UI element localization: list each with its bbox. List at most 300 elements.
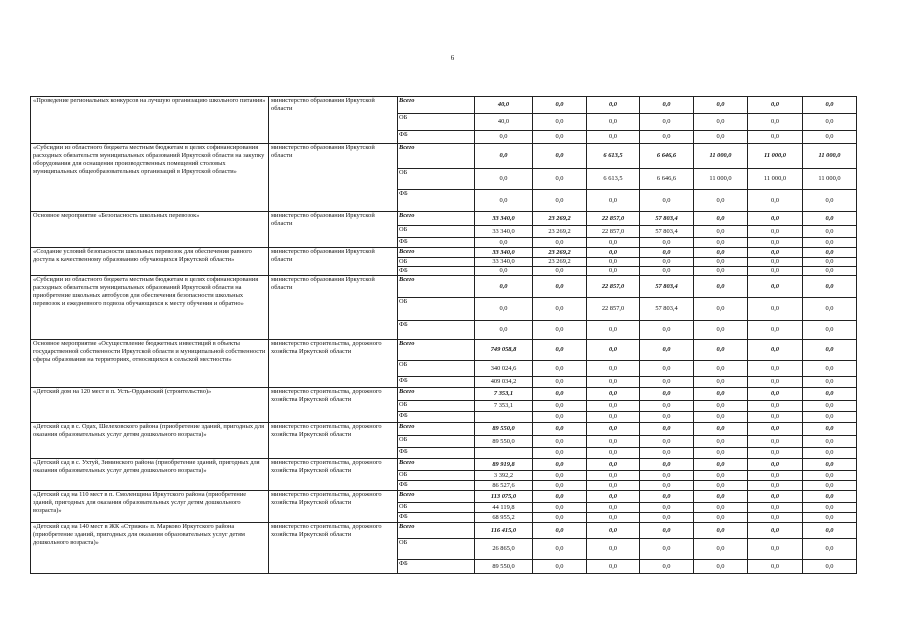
funding-source: Всего	[398, 491, 475, 503]
amount-cell: 0,0	[694, 114, 748, 131]
funding-source: Всего	[398, 423, 475, 436]
amount-cell: 0,0	[587, 491, 640, 503]
amount-cell: 0,0	[587, 340, 640, 361]
amount-cell: 0,0	[803, 471, 857, 481]
amount-cell: 0,0	[803, 423, 857, 436]
amount-cell: 0,0	[748, 481, 803, 491]
funding-source: Всего	[398, 459, 475, 471]
amount-cell: 0,0	[640, 238, 694, 248]
amount-cell: 0,0	[587, 388, 640, 401]
amount-cell: 0,0	[533, 114, 587, 131]
amount-cell: 0,0	[803, 481, 857, 491]
amount-cell: 0,0	[694, 560, 748, 574]
amount-cell: 0,0	[803, 258, 857, 267]
measure-description: «Детский сад на 110 мест в п. Смоленщина Иркутского района (приобретение зданий, пригодных для оказания образовательных услуг детям дошкольного возраста)»	[31, 491, 269, 523]
amount-cell: 7 353,1	[475, 401, 533, 412]
amount-cell: 0,0	[748, 560, 803, 574]
amount-cell: 0,0	[533, 459, 587, 471]
measure-description: «Детский сад в с. Одах, Шелеховского района (приобретение зданий, пригодных для оказания образовательных услуг детям дошкольного возраста)»	[31, 423, 269, 459]
amount-cell: 33 340,0	[475, 258, 533, 267]
amount-cell: 0,0	[748, 436, 803, 448]
amount-cell: 0,0	[640, 321, 694, 340]
amount-cell: 0,0	[533, 539, 587, 560]
amount-cell: 0,0	[803, 276, 857, 298]
amount-cell: 44 119,8	[475, 503, 533, 513]
table-row	[31, 144, 857, 169]
amount-cell: 0,0	[748, 321, 803, 340]
amount-cell: 0,0	[533, 97, 587, 114]
amount-cell: 0,0	[803, 361, 857, 377]
amount-cell: 0,0	[533, 361, 587, 377]
amount-cell: 0,0	[748, 523, 803, 539]
amount-cell: 6 646,6	[640, 144, 694, 169]
amount-cell: 0,0	[587, 258, 640, 267]
amount-cell: 0,0	[748, 361, 803, 377]
amount-cell: 0,0	[640, 377, 694, 388]
funding-source: ФБ	[398, 321, 475, 340]
amount-cell: 0,0	[475, 321, 533, 340]
amount-cell: 89 550,0	[475, 560, 533, 574]
amount-cell: 0,0	[748, 459, 803, 471]
amount-cell: 0,0	[748, 377, 803, 388]
amount-cell: 0,0	[640, 560, 694, 574]
amount-cell: 0,0	[748, 267, 803, 276]
funding-source: Всего	[398, 97, 475, 114]
table-row	[31, 523, 857, 539]
responsible-executor: министерство образования Иркутской области	[269, 276, 398, 340]
amount-cell: 0,0	[803, 539, 857, 560]
amount-cell: 11 000,0	[694, 169, 748, 190]
amount-cell: 0,0	[803, 412, 857, 423]
amount-cell: 0,0	[694, 412, 748, 423]
amount-cell: 0,0	[803, 513, 857, 523]
amount-cell: 0,0	[748, 212, 803, 226]
funding-source: ОБ	[398, 503, 475, 513]
amount-cell: 40,0	[475, 97, 533, 114]
amount-cell: 0,0	[587, 238, 640, 248]
amount-cell: 0,0	[694, 226, 748, 238]
amount-cell: 0,0	[533, 523, 587, 539]
amount-cell: 0,0	[640, 97, 694, 114]
amount-cell: 0,0	[533, 448, 587, 459]
responsible-executor: министерство строительства, дорожного хозяйства Иркутской области	[269, 459, 398, 491]
amount-cell: 0,0	[475, 169, 533, 190]
amount-cell: 0,0	[533, 471, 587, 481]
amount-cell: 0,0	[694, 131, 748, 144]
table-row	[31, 388, 857, 401]
funding-source: ФБ	[398, 131, 475, 144]
amount-cell: 0,0	[533, 238, 587, 248]
measure-description: «Субсидии из областного бюджета местным бюджетам в целях софинансирования расходных обязательств муниципальных образований Иркутской области на закупку оборудования для оснащения производственных помещений столовых муниципальных общеобразовательных организаций в Иркутской области»	[31, 144, 269, 212]
amount-cell: 0,0	[640, 267, 694, 276]
amount-cell: 0,0	[803, 298, 857, 321]
amount-cell: 11 000,0	[694, 144, 748, 169]
funding-source: Всего	[398, 276, 475, 298]
amount-cell: 0,0	[748, 248, 803, 258]
funding-source: ФБ	[398, 412, 475, 423]
amount-cell: 0,0	[533, 321, 587, 340]
amount-cell: 0,0	[748, 97, 803, 114]
amount-cell: 22 857,0	[587, 276, 640, 298]
amount-cell: 0,0	[694, 459, 748, 471]
amount-cell: 0,0	[694, 513, 748, 523]
amount-cell: 0,0	[803, 131, 857, 144]
amount-cell: 0,0	[640, 248, 694, 258]
funding-source: ОБ	[398, 114, 475, 131]
amount-cell: 0,0	[640, 131, 694, 144]
amount-cell: 0,0	[587, 481, 640, 491]
responsible-executor: министерство строительства, дорожного хозяйства Иркутской области	[269, 491, 398, 523]
amount-cell: 0,0	[533, 401, 587, 412]
amount-cell: 0,0	[587, 114, 640, 131]
amount-cell: 0,0	[803, 523, 857, 539]
amount-cell: 0,0	[587, 523, 640, 539]
amount-cell: 0,0	[748, 340, 803, 361]
amount-cell: 0,0	[533, 560, 587, 574]
responsible-executor: министерство строительства, дорожного хозяйства Иркутской области	[269, 388, 398, 423]
amount-cell: 0,0	[640, 491, 694, 503]
amount-cell: 0,0	[587, 539, 640, 560]
amount-cell: 26 865,0	[475, 539, 533, 560]
amount-cell: 0,0	[803, 503, 857, 513]
amount-cell: 0,0	[640, 503, 694, 513]
funding-source: Всего	[398, 248, 475, 258]
amount-cell: 0,0	[587, 267, 640, 276]
amount-cell: 0,0	[640, 258, 694, 267]
amount-cell: 89 919,8	[475, 459, 533, 471]
amount-cell: 0,0	[475, 276, 533, 298]
responsible-executor: министерство строительства, дорожного хозяйства Иркутской области	[269, 423, 398, 459]
amount-cell: 0,0	[533, 377, 587, 388]
amount-cell: 0,0	[533, 423, 587, 436]
amount-cell: 0,0	[748, 471, 803, 481]
amount-cell: 0,0	[640, 523, 694, 539]
amount-cell: 22 857,0	[587, 298, 640, 321]
amount-cell: 0,0	[475, 144, 533, 169]
amount-cell: 11 000,0	[803, 169, 857, 190]
funding-source: Всего	[398, 144, 475, 169]
funding-source: ОБ	[398, 401, 475, 412]
amount-cell: 0,0	[587, 361, 640, 377]
amount-cell: 57 803,4	[640, 212, 694, 226]
amount-cell: 0,0	[694, 423, 748, 436]
table-row	[31, 276, 857, 298]
table-row	[31, 340, 857, 361]
amount-cell: 11 000,0	[748, 169, 803, 190]
amount-cell: 340 024,6	[475, 361, 533, 377]
amount-cell: 0,0	[748, 114, 803, 131]
responsible-executor: министерство строительства, дорожного хозяйства Иркутской области	[269, 523, 398, 574]
amount-cell: 116 415,0	[475, 523, 533, 539]
amount-cell: 0,0	[803, 267, 857, 276]
amount-cell: 0,0	[748, 258, 803, 267]
funding-source: ФБ	[398, 377, 475, 388]
amount-cell: 0,0	[587, 503, 640, 513]
amount-cell: 0,0	[694, 448, 748, 459]
amount-cell: 0,0	[803, 377, 857, 388]
amount-cell: 33 340,0	[475, 212, 533, 226]
amount-cell: 0,0	[640, 361, 694, 377]
amount-cell: 0,0	[533, 169, 587, 190]
amount-cell: 409 034,2	[475, 377, 533, 388]
funding-source: ФБ	[398, 513, 475, 523]
amount-cell	[475, 412, 533, 423]
responsible-executor: министерство образования Иркутской области	[269, 212, 398, 248]
amount-cell: 0,0	[694, 238, 748, 248]
amount-cell: 0,0	[748, 298, 803, 321]
amount-cell: 33 340,0	[475, 248, 533, 258]
amount-cell: 23 269,2	[533, 248, 587, 258]
amount-cell: 0,0	[587, 423, 640, 436]
amount-cell: 23 269,2	[533, 212, 587, 226]
amount-cell: 0,0	[748, 423, 803, 436]
amount-cell: 0,0	[533, 340, 587, 361]
amount-cell: 113 075,0	[475, 491, 533, 503]
amount-cell: 68 955,2	[475, 513, 533, 523]
funding-source: Всего	[398, 212, 475, 226]
amount-cell: 0,0	[640, 448, 694, 459]
amount-cell: 0,0	[803, 388, 857, 401]
amount-cell: 0,0	[587, 436, 640, 448]
responsible-executor: министерство образования Иркутской области	[269, 97, 398, 144]
funding-source: ОБ	[398, 471, 475, 481]
amount-cell: 0,0	[694, 340, 748, 361]
amount-cell: 0,0	[748, 226, 803, 238]
amount-cell: 0,0	[748, 238, 803, 248]
amount-cell: 0,0	[533, 481, 587, 491]
amount-cell: 0,0	[748, 448, 803, 459]
amount-cell: 0,0	[694, 471, 748, 481]
amount-cell: 23 269,2	[533, 226, 587, 238]
amount-cell: 89 550,0	[475, 436, 533, 448]
amount-cell: 0,0	[640, 513, 694, 523]
amount-cell: 0,0	[694, 401, 748, 412]
table-row	[31, 212, 857, 226]
amount-cell: 0,0	[587, 321, 640, 340]
amount-cell: 0,0	[533, 144, 587, 169]
amount-cell: 11 000,0	[803, 144, 857, 169]
amount-cell: 0,0	[640, 436, 694, 448]
funding-table	[30, 96, 857, 574]
amount-cell: 0,0	[694, 248, 748, 258]
amount-cell: 0,0	[748, 503, 803, 513]
measure-description: «Детский сад на 140 мест в ЖК «Стрижи» п. Марково Иркутского района (приобретение зданий, пригодных для оказания образовательных услуг детям дошкольного возраста)»	[31, 523, 269, 574]
amount-cell: 0,0	[587, 448, 640, 459]
amount-cell: 22 857,0	[587, 226, 640, 238]
amount-cell: 0,0	[694, 212, 748, 226]
amount-cell: 0,0	[533, 513, 587, 523]
amount-cell: 0,0	[533, 412, 587, 423]
responsible-executor: министерство образования Иркутской области	[269, 144, 398, 212]
table-row	[31, 423, 857, 436]
amount-cell: 40,0	[475, 114, 533, 131]
funding-source: ОБ	[398, 436, 475, 448]
amount-cell: 0,0	[694, 258, 748, 267]
amount-cell: 0,0	[640, 459, 694, 471]
amount-cell: 0,0	[640, 340, 694, 361]
funding-source: ФБ	[398, 560, 475, 574]
table-row	[31, 459, 857, 471]
amount-cell: 6 646,6	[640, 169, 694, 190]
amount-cell: 0,0	[803, 459, 857, 471]
amount-cell: 0,0	[803, 190, 857, 212]
amount-cell: 0,0	[533, 267, 587, 276]
amount-cell: 0,0	[587, 131, 640, 144]
amount-cell: 0,0	[803, 114, 857, 131]
measure-description: «Создание условий безопасности школьных перевозок для обеспечения равного доступа к качественному образованию обучающихся Иркутской области»	[31, 248, 269, 276]
amount-cell: 0,0	[640, 539, 694, 560]
responsible-executor: министерство строительства, дорожного хозяйства Иркутской области	[269, 340, 398, 388]
amount-cell: 0,0	[748, 412, 803, 423]
amount-cell: 749 058,8	[475, 340, 533, 361]
table-row	[31, 97, 857, 114]
measure-description: «Субсидии из областного бюджета местным бюджетам в целях софинансирования расходных обязательств муниципальных образований Иркутской области на приобретение школьных автобусов для обеспечения безопасности школьных перевозок и ежедневного подвоза обучающихся к месту обучения и обратно»	[31, 276, 269, 340]
amount-cell: 0,0	[587, 190, 640, 212]
amount-cell: 0,0	[475, 131, 533, 144]
amount-cell: 0,0	[694, 539, 748, 560]
responsible-executor: министерство образования Иркутской области	[269, 248, 398, 276]
amount-cell: 6 613,5	[587, 144, 640, 169]
amount-cell: 0,0	[587, 412, 640, 423]
amount-cell: 0,0	[533, 298, 587, 321]
amount-cell: 6 613,5	[587, 169, 640, 190]
amount-cell: 0,0	[803, 226, 857, 238]
amount-cell: 11 000,0	[748, 144, 803, 169]
funding-source: ОБ	[398, 169, 475, 190]
amount-cell: 89 550,0	[475, 423, 533, 436]
amount-cell: 0,0	[587, 560, 640, 574]
funding-source: Всего	[398, 523, 475, 539]
amount-cell: 0,0	[533, 436, 587, 448]
amount-cell: 0,0	[640, 388, 694, 401]
amount-cell: 0,0	[533, 131, 587, 144]
amount-cell: 0,0	[694, 491, 748, 503]
amount-cell: 0,0	[748, 190, 803, 212]
measure-description: Основное мероприятие «Безопасность школьных перевозок»	[31, 212, 269, 248]
amount-cell: 0,0	[694, 97, 748, 114]
page-number: 6	[450, 54, 455, 62]
amount-cell: 0,0	[640, 481, 694, 491]
amount-cell: 57 803,4	[640, 298, 694, 321]
funding-source: ОБ	[398, 226, 475, 238]
amount-cell: 0,0	[694, 481, 748, 491]
amount-cell: 0,0	[694, 503, 748, 513]
amount-cell: 7 353,1	[475, 388, 533, 401]
amount-cell: 0,0	[640, 190, 694, 212]
amount-cell: 0,0	[533, 503, 587, 513]
amount-cell: 0,0	[475, 298, 533, 321]
amount-cell: 0,0	[694, 361, 748, 377]
amount-cell: 22 857,0	[587, 212, 640, 226]
amount-cell: 0,0	[748, 401, 803, 412]
amount-cell: 23 269,2	[533, 258, 587, 267]
funding-source: ФБ	[398, 267, 475, 276]
table-row	[31, 248, 857, 258]
amount-cell: 0,0	[694, 523, 748, 539]
amount-cell: 0,0	[803, 448, 857, 459]
amount-cell: 86 527,6	[475, 481, 533, 491]
funding-source: ОБ	[398, 258, 475, 267]
amount-cell	[475, 448, 533, 459]
amount-cell: 0,0	[587, 471, 640, 481]
amount-cell: 0,0	[803, 97, 857, 114]
amount-cell: 0,0	[803, 560, 857, 574]
amount-cell: 0,0	[587, 377, 640, 388]
amount-cell: 0,0	[587, 97, 640, 114]
funding-source: ФБ	[398, 448, 475, 459]
amount-cell: 0,0	[640, 401, 694, 412]
measure-description: Основное мероприятие «Осуществление бюджетных инвестиций в объекты государственной собственности Иркутской области и муниципальной собственности сферы образования на территориях, относящихся к сельской местности»	[31, 340, 269, 388]
amount-cell: 57 803,4	[640, 276, 694, 298]
amount-cell: 0,0	[587, 401, 640, 412]
amount-cell: 0,0	[533, 491, 587, 503]
amount-cell: 0,0	[803, 491, 857, 503]
amount-cell: 0,0	[748, 388, 803, 401]
amount-cell: 0,0	[533, 276, 587, 298]
amount-cell: 0,0	[803, 238, 857, 248]
amount-cell: 0,0	[640, 423, 694, 436]
amount-cell: 33 340,0	[475, 226, 533, 238]
amount-cell: 0,0	[694, 321, 748, 340]
amount-cell: 0,0	[748, 491, 803, 503]
funding-source: Всего	[398, 388, 475, 401]
amount-cell: 0,0	[748, 276, 803, 298]
amount-cell: 0,0	[475, 267, 533, 276]
amount-cell: 0,0	[533, 388, 587, 401]
funding-source: ФБ	[398, 481, 475, 491]
measure-description: «Проведение региональных конкурсов на лучшую организацию школьного питания»	[31, 97, 269, 144]
amount-cell: 0,0	[694, 276, 748, 298]
amount-cell: 0,0	[748, 131, 803, 144]
amount-cell: 0,0	[803, 248, 857, 258]
funding-source: ФБ	[398, 238, 475, 248]
amount-cell: 0,0	[803, 436, 857, 448]
amount-cell: 0,0	[694, 436, 748, 448]
funding-source: ОБ	[398, 539, 475, 560]
amount-cell: 0,0	[694, 388, 748, 401]
amount-cell: 3 392,2	[475, 471, 533, 481]
amount-cell: 0,0	[694, 267, 748, 276]
funding-source: ОБ	[398, 361, 475, 377]
amount-cell: 0,0	[587, 513, 640, 523]
amount-cell: 0,0	[475, 190, 533, 212]
amount-cell: 0,0	[748, 539, 803, 560]
amount-cell: 0,0	[803, 401, 857, 412]
amount-cell: 0,0	[694, 298, 748, 321]
amount-cell: 0,0	[475, 238, 533, 248]
amount-cell: 0,0	[640, 114, 694, 131]
table-body	[31, 97, 857, 574]
amount-cell: 0,0	[640, 412, 694, 423]
amount-cell: 0,0	[748, 513, 803, 523]
measure-description: «Детский дом на 120 мест в п. Усть-Ордынский (строительство)»	[31, 388, 269, 423]
amount-cell: 0,0	[694, 377, 748, 388]
table-row	[31, 491, 857, 503]
amount-cell: 0,0	[587, 248, 640, 258]
funding-source: Всего	[398, 340, 475, 361]
funding-source: ФБ	[398, 190, 475, 212]
funding-source: ОБ	[398, 298, 475, 321]
amount-cell: 57 803,4	[640, 226, 694, 238]
measure-description: «Детский сад в с. Ухтуй, Зиминского района (приобретение зданий, пригодных для оказания образовательных услуг детям дошкольного возраста)»	[31, 459, 269, 491]
amount-cell: 0,0	[640, 471, 694, 481]
amount-cell: 0,0	[533, 190, 587, 212]
amount-cell: 0,0	[803, 212, 857, 226]
amount-cell: 0,0	[803, 340, 857, 361]
amount-cell: 0,0	[694, 190, 748, 212]
amount-cell: 0,0	[587, 459, 640, 471]
amount-cell: 0,0	[803, 321, 857, 340]
